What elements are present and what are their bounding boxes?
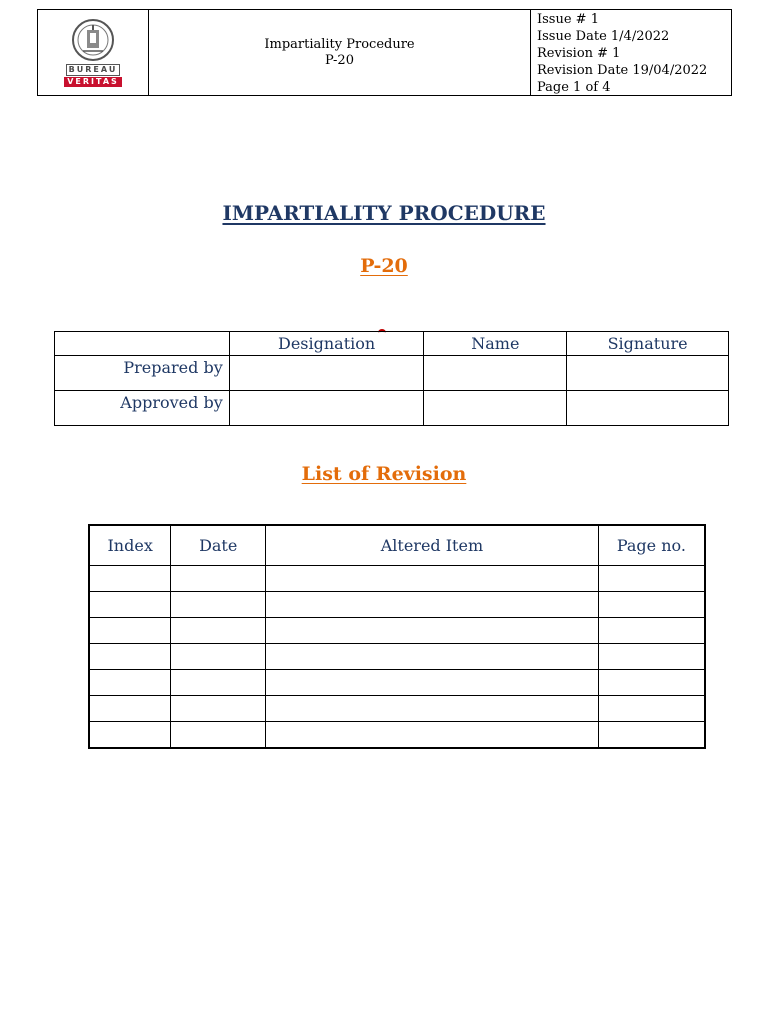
table-row [89, 618, 705, 644]
table-row [89, 644, 705, 670]
approved-name-cell [424, 391, 567, 426]
table-cell [89, 696, 171, 722]
logo-cell [38, 10, 149, 95]
revision-number: Revision # 1 [537, 46, 621, 61]
row-label-prepared-by: Prepared by [55, 356, 230, 391]
table-row [89, 566, 705, 592]
revision-date: Revision Date 19/04/2022 [537, 63, 708, 78]
header-cell-name: Name [424, 332, 567, 356]
header-meta-cell [531, 10, 731, 95]
document-code: P-20 [360, 255, 408, 277]
document-header [37, 9, 732, 96]
header-title: Impartiality Procedure [264, 36, 415, 52]
table-cell [598, 618, 705, 644]
revision-table-body [89, 566, 705, 749]
prepared-signature-cell [567, 356, 729, 391]
signature-table [54, 331, 729, 426]
table-cell [89, 592, 171, 618]
header-cell-designation: Designation [229, 332, 424, 356]
header-code: P-20 [325, 52, 354, 68]
table-cell [171, 618, 266, 644]
table-cell [266, 670, 599, 696]
table-cell [266, 592, 599, 618]
logo-veritas-text: VERITAS [64, 77, 122, 87]
table-cell [89, 618, 171, 644]
issue-number: Issue # 1 [537, 12, 599, 27]
table-cell [171, 644, 266, 670]
table-row [89, 696, 705, 722]
prepared-name-cell [424, 356, 567, 391]
revision-table-header [89, 525, 705, 566]
page-number: Page 1 of 4 [537, 80, 611, 95]
document-title: IMPARTIALITY PROCEDURE [222, 201, 546, 225]
table-cell [171, 592, 266, 618]
table-row-approved-by [55, 391, 729, 426]
table-cell [171, 670, 266, 696]
table-cell [598, 696, 705, 722]
header-cell-altered-item: Altered Item [266, 525, 599, 566]
seal-icon [70, 18, 116, 62]
signature-table-header [55, 332, 729, 356]
table-cell [266, 618, 599, 644]
header-cell-index: Index [89, 525, 171, 566]
approved-designation-cell [229, 391, 424, 426]
table-row [89, 670, 705, 696]
table-cell [266, 566, 599, 592]
row-label-approved-by: Approved by [55, 391, 230, 426]
table-cell [89, 644, 171, 670]
table-cell [171, 696, 266, 722]
table-cell [266, 644, 599, 670]
bureau-veritas-logo [64, 18, 122, 87]
header-cell-signature: Signature [567, 332, 729, 356]
table-row-prepared-by [55, 356, 729, 391]
revision-heading: List of Revision [301, 463, 467, 485]
table-cell [598, 592, 705, 618]
table-cell [266, 696, 599, 722]
table-cell [598, 566, 705, 592]
revision-table [88, 524, 706, 749]
prepared-designation-cell [229, 356, 424, 391]
table-cell [171, 566, 266, 592]
approved-signature-cell [567, 391, 729, 426]
table-row [89, 592, 705, 618]
table-cell [598, 722, 705, 749]
header-cell-page-no: Page no. [598, 525, 705, 566]
table-cell [598, 670, 705, 696]
table-cell [89, 722, 171, 749]
table-cell [266, 722, 599, 749]
table-cell [598, 644, 705, 670]
logo-bureau-text: BUREAU [66, 64, 121, 76]
table-cell [89, 566, 171, 592]
header-title-cell [149, 10, 531, 95]
table-cell [171, 722, 266, 749]
header-cell-date: Date [171, 525, 266, 566]
issue-date: Issue Date 1/4/2022 [537, 29, 670, 44]
table-cell [89, 670, 171, 696]
table-row [89, 722, 705, 749]
header-cell [55, 332, 230, 356]
